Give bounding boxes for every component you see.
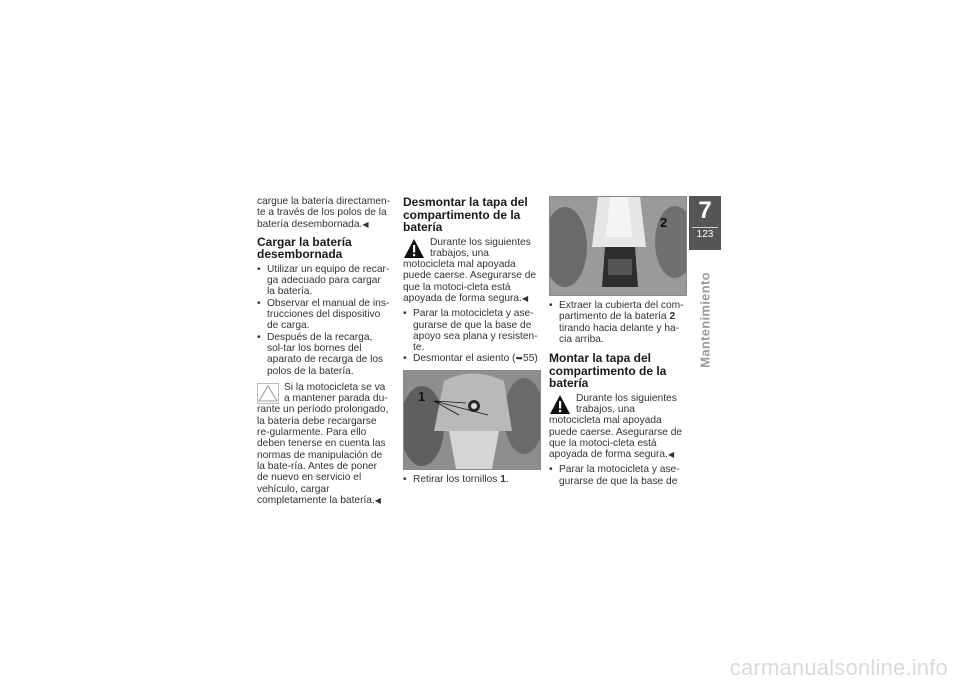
list-item: • Desmontar el asiento (➥55) xyxy=(403,353,539,364)
list-item: • Parar la motocicleta y ase-gurarse de que la base de apoyo sea plana y resisten-te. xyxy=(403,308,539,353)
page-ref-arrow-icon: ➥ xyxy=(515,353,524,364)
column-3 xyxy=(549,196,687,487)
warning-triangle-icon xyxy=(403,238,425,259)
heading-remove-cover: Desmontar la tapa del compartimento de la batería xyxy=(403,195,528,234)
list-item: • Observar el manual de ins-trucciones del dispositivo de carga. xyxy=(257,298,391,332)
end-mark: ◀ xyxy=(362,219,369,229)
charge-steps-list xyxy=(257,264,391,377)
end-mark: ◀ xyxy=(521,293,529,303)
warning-text: Durante los siguientes trabajos, una motocicleta mal apoyada puede caerse. Asegurarse de que la motoci-cleta está apoyada de forma segura. xyxy=(549,392,683,461)
list-item: • Utilizar un equipo de recar-ga adecuado para cargar la batería. xyxy=(257,264,391,298)
extract-cover-list xyxy=(549,300,687,345)
note-block xyxy=(257,382,391,506)
warning-text: Durante los siguientes trabajos, una motocicleta mal apoyada puede caerse. Asegurarse de que la motoci-cleta está apoyada de forma segura. xyxy=(403,236,537,304)
warning-block xyxy=(549,393,687,461)
list-item: • Después de la recarga, sol-tar los bornes del aparato de recarga de los polos de la batería. xyxy=(257,332,391,377)
photo-callout-1: 1 xyxy=(418,388,426,404)
intro-paragraph: cargue la batería directamen-te a través de los polos de la batería desembornada.◀ xyxy=(257,196,391,230)
end-mark: ◀ xyxy=(374,495,381,505)
warning-triangle-icon xyxy=(549,394,571,415)
tab-divider xyxy=(692,227,718,228)
column-1 xyxy=(257,196,391,506)
list-item: • Extraer la cubierta del com-partimento de la batería 2 tirando hacia delante y ha-cia arriba. xyxy=(549,300,687,345)
photo-battery-cover xyxy=(549,196,687,296)
photo-illustration xyxy=(550,197,686,295)
heading-charge-battery: Cargar la batería desembornada xyxy=(257,234,352,262)
photo-seat-screws xyxy=(403,370,541,470)
side-label-text: Mantenimiento xyxy=(697,272,713,368)
list-item: • Parar la motocicleta y ase-gurarse de que la base de xyxy=(549,464,687,487)
remove-steps-list xyxy=(403,308,539,364)
page-number: 123 xyxy=(696,229,714,240)
photo-illustration xyxy=(404,371,540,469)
heading-install-cover: Montar la tapa del compartimento de la batería xyxy=(549,351,667,391)
watermark: carmanualsonline.info xyxy=(729,655,948,680)
list-item: • Retirar los tornillos 1. xyxy=(403,474,539,485)
side-label xyxy=(690,268,720,372)
warning-block xyxy=(403,237,539,305)
note-triangle-icon xyxy=(257,383,279,404)
chapter-tab xyxy=(689,196,721,250)
column-2 xyxy=(403,196,539,485)
note-text: Si la motocicleta se va a mantener parada du-rante un período prolongado, la batería debe recargarse re-gularmente. Para ello deben tenerse en cuenta las normas de manipulación de la bate-ría. Antes de poner de nuevo en servicio el vehículo, cargar completamente la batería. xyxy=(257,381,389,506)
install-steps-list xyxy=(549,464,687,487)
photo-callout-2: 2 xyxy=(660,215,668,230)
remove-screws-list xyxy=(403,474,539,485)
chapter-number: 7 xyxy=(698,197,712,224)
end-mark: ◀ xyxy=(667,450,675,460)
